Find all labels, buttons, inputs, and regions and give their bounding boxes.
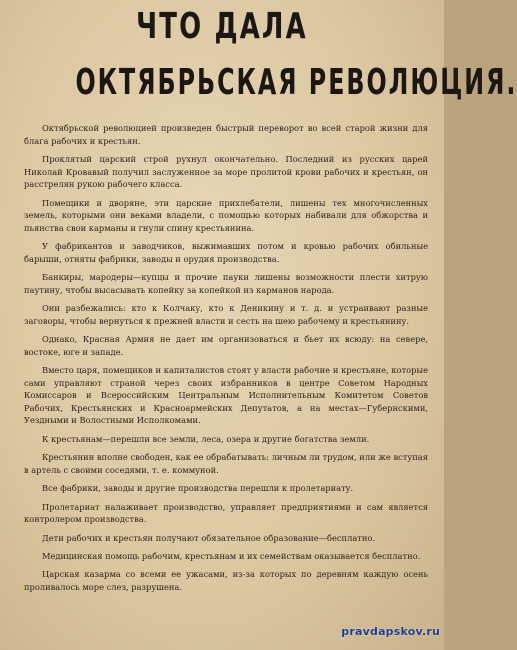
paragraph: Крестьянин вполне свободен, как ее обрабатывать: личным ли трудом, или же вступая в артель с своими соседями, т. е. коммуной. bbox=[24, 452, 428, 475]
paragraph: Они разбежались: кто к Колчаку, кто к Деникину и т. д. и устраивают разные заговоры, чтобы вернуться к прежней власти и сесть на шею рабочему и крестьянину. bbox=[24, 303, 428, 326]
paragraph: Помещики и дворяне, эти царские прихлебатели, лишены тех многочисленных земель, которыми они веками владели, с помощью которых набивали для обжорства и пьянства свои карманы и гнули спину крестьянина. bbox=[24, 197, 428, 233]
paragraph: Банкиры, мародеры—купцы и прочие пауки лишены возможности плести хитрую паутину, чтобы высасывать копейку за копейкой из карманов народа. bbox=[24, 272, 428, 295]
title-line-1: ЧТО ДАЛА bbox=[136, 6, 308, 47]
paragraph: К крестьянам—перешли все земли, леса, озера и другие богатства земли. bbox=[42, 433, 370, 444]
site-watermark: pravdapskov.ru bbox=[341, 625, 440, 638]
paragraph: Все фабрики, заводы и другие производства перешли к пролетариату. bbox=[42, 483, 354, 494]
paragraph: Дети рабочих и крестьян получают обязательное образование—бесплатно. bbox=[42, 532, 376, 543]
paragraph: Проклятый царский строй рухнул окончательно. Последний из русских царей Николай Кровавый получил заслуженное за море пролитой крови рабочих и крестьян, он расстрелян рукою рабочего класса. bbox=[24, 153, 428, 190]
paragraph: Царская казарма со всеми ее ужасами, из-за которых по деревням каждую осень проливалось море слез, разрушена. bbox=[24, 569, 428, 592]
title-line-2: ОКТЯБРЬСКАЯ РЕВОЛЮЦИЯ. bbox=[75, 62, 517, 103]
paragraph: Вместо царя, помещиков и капиталистов стоят у власти рабочие и крестьяне, которые сами управляют страной через своих избранников в центре Советом Народных Комиссаров и Всероссийским Центральным Исполнительным Комитетом Советов Рабочих, Крестьянских и Красноармейских Депутатов, а на местах—Губернскими, Уездными и Волостными Исполкомами. bbox=[24, 365, 428, 426]
paragraph: У фабрикантов и заводчиков, выжимавших потом и кровью рабочих обильные барыши, отняты фабрики, заводы и орудия производства. bbox=[24, 241, 428, 264]
paragraph: Однако, Красная Армия не дает им организоваться и бьет их всюду: на севере, востоке, юге и западе. bbox=[24, 334, 428, 357]
paragraph: Медицинская помощь рабочим, крестьянам и их семействам оказывается бесплатно. bbox=[42, 550, 421, 561]
paragraph: Пролетариат налаживает производство, управляет предприятиями и сам является контролером производства. bbox=[24, 501, 428, 525]
body-text bbox=[24, 122, 428, 599]
paragraph: Октябрьской революцией произведен быстрый переворот во всей старой жизни для блага рабочих и крестьян. bbox=[24, 123, 428, 146]
